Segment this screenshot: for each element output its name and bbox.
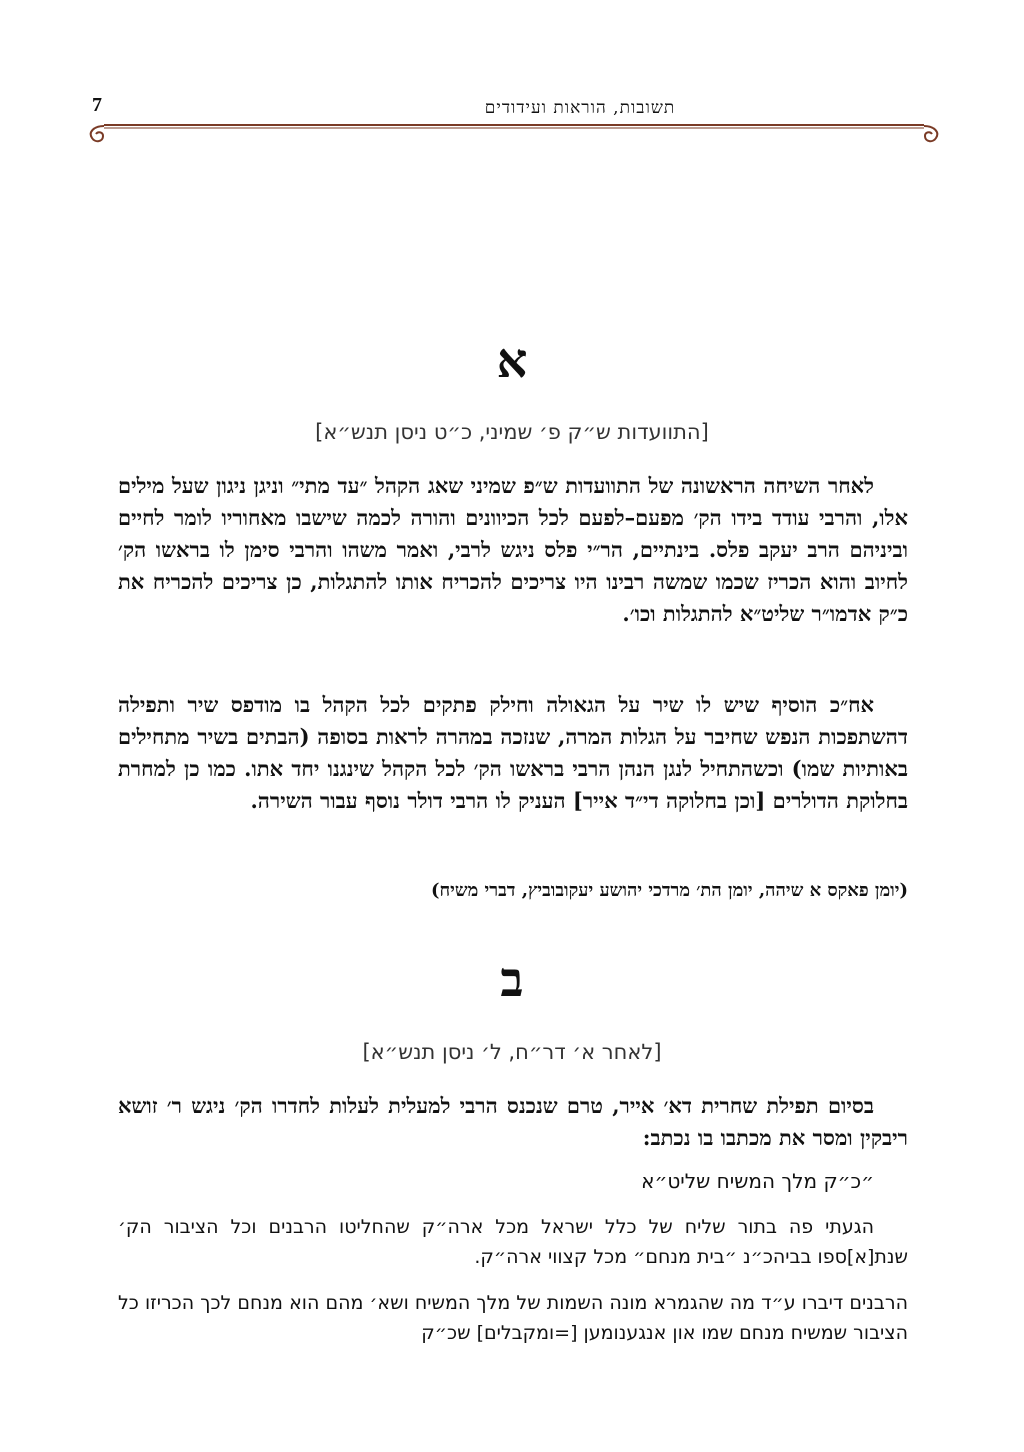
section-letter-bet: ב — [500, 952, 524, 1008]
ornamental-rule — [84, 118, 944, 148]
letter-paragraph: הגעתי פה בתור שליח של כלל ישראל מכל ארה״ק שהחליטו הרבנים וכל הציבור הק׳ שנת[א]ספו בביהכ״נ ״בית מנחם״ מכל קצווי ארה״ק. — [118, 1216, 908, 1268]
running-header-title: תשובות, הוראות ועידודים — [484, 98, 676, 118]
body-paragraph: לאחר השיחה הראשונה של התוועדות ש״פ שמיני שאג הקהל ״עד מתי״ וניגן ניגון שעל מילים אלו, והרבי עודד בידו הק׳ מפעם–לפעם לכל הכיוונים והורה לכמה שישבו מאחוריו לומר לחיים וביניהם הרב יעקב פלס. בינתיים, הר״י פלס ניגש לרבי, ואמר משהו והרבי סימן לו בראשו הק׳ לחיוב והוא הכריז שכמו שמשה רבינו היו צריכים להכריח אותו להתגלות, כן צריכים להכריח את כ״ק אדמו״ר שליט״א להתגלות וכו׳. — [118, 473, 908, 626]
source-citation: (יומן פאקס א שיהה, יומן הת׳ מרדכי יהושע יעקובוביץ, דברי משיח) — [430, 880, 908, 901]
letter-paragraph: הרבנים דיברו ע״ד מה שהגמרא מונה השמות של מלך המשיח ושא׳ מהם הוא מנחם לכך הכריזו כל הציבור שמשיח מנחם שמו און אנגענומען [=ומקבלים] שכ״ק — [118, 1292, 908, 1344]
letter-salutation: ״כ״ק מלך המשיח שליט״א — [641, 1169, 874, 1193]
body-paragraph: בסיום תפילת שחרית דא׳ אייר, טרם שנכנס הרבי למעלית לעלות לחדרו הק׳ ניגש ר׳ זושא ריבקין ומסר את מכתבו בו נכתב: — [118, 1093, 908, 1150]
section-letter-alef: א — [496, 333, 528, 389]
section-subtitle: [התוועדות ש״ק פ׳ שמיני, כ״ט ניסן תנש״א] — [315, 420, 709, 444]
body-paragraph: אח״כ הוסיף שיש לו שיר על הגאולה וחילק פתקים לכל הקהל בו מודפס שיר ותפילה דהשתפכות הנפש שחיבר על הגלות המרה, שנזכה במהרה לראות בסופה (הבתים בשיר מתחילים באותיות שמו) וכשהתחיל לנגן הנהן הרבי בראשו הק׳ לכל הקהל שינגנו יחד אתו. כמו כן למחרת בחלוקת הדולרים [וכן בחלוקה די״ד אייר] העניק לו הרבי דולר נוסף עבור השירה. — [118, 692, 908, 813]
section-subtitle: [לאחר א׳ דר״ח, ל׳ ניסן תנש״א] — [362, 1040, 662, 1064]
page-number: 7 — [92, 94, 102, 116]
